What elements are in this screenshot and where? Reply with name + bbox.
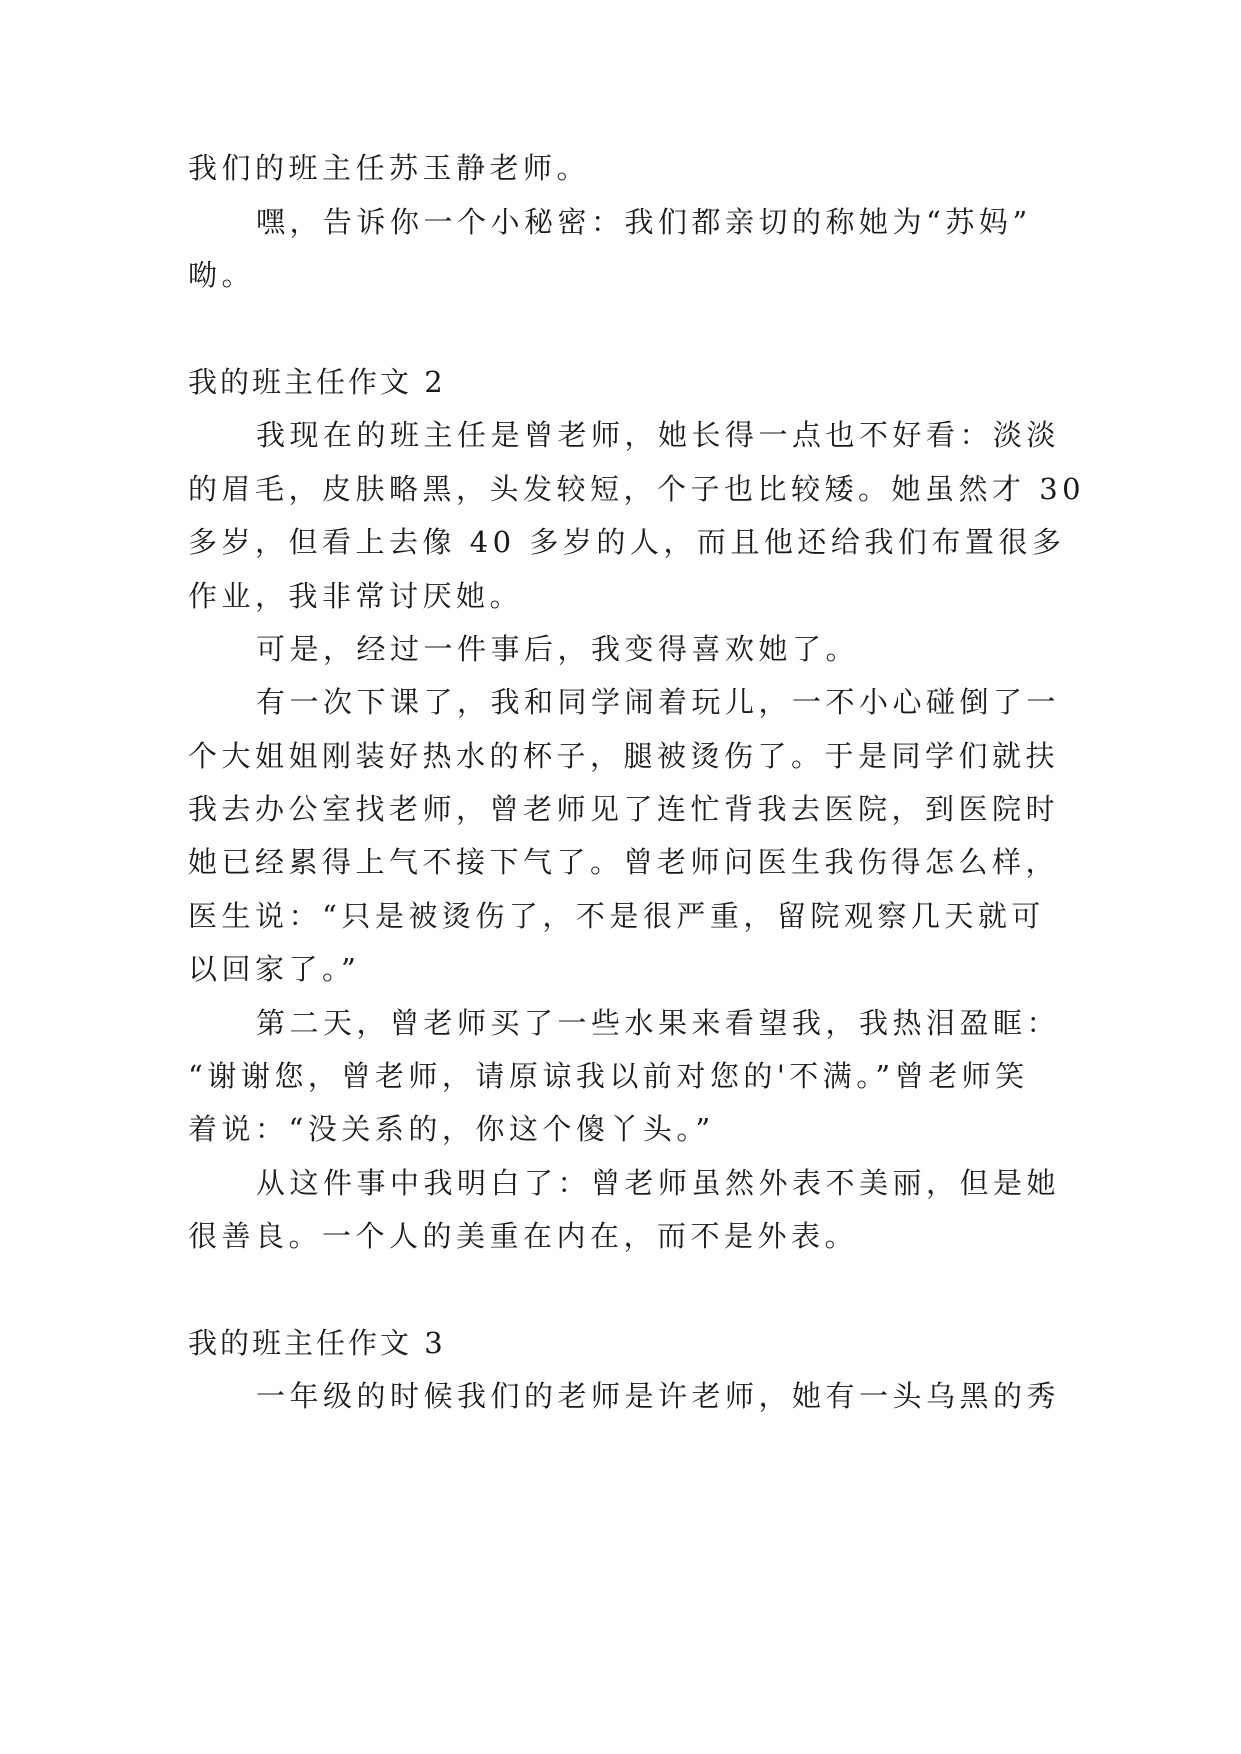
text-line: 嘿，告诉你一个小秘密：我们都亲切的称她为“苏妈” (256, 205, 1032, 239)
text-line: 着说：“没关系的，你这个傻丫头。” (188, 1112, 715, 1146)
text-line: 很善良。一个人的美重在内在，而不是外表。 (188, 1219, 859, 1253)
text-line: 呦。 (188, 258, 256, 292)
text-line: 我现在的班主任是曾老师，她长得一点也不好看：淡淡 (256, 418, 1061, 452)
text-line: 有一次下课了，我和同学闹着玩儿，一不小心碰倒了一 (256, 685, 1061, 719)
text-line: 从这件事中我明白了：曾老师虽然外表不美丽，但是她 (256, 1166, 1061, 1200)
section-heading: 我的班主任作文 3 (188, 1326, 446, 1360)
text-line: 以回家了。” (188, 952, 361, 986)
text-line: 可是，经过一件事后，我变得喜欢她了。 (256, 632, 860, 666)
text-line: 第二天，曾老师买了一些水果来看望我，我热泪盈眶： (256, 1006, 1061, 1040)
section-heading: 我的班主任作文 2 (188, 365, 446, 399)
text-line: “谢谢您，曾老师，请原谅我以前对您的'不满。”曾老师笑 (188, 1059, 1029, 1093)
text-line: 我们的班主任苏玉静老师。 (188, 151, 591, 185)
text-line: 作业，我非常讨厌她。 (188, 579, 524, 613)
text-line: 个大姐姐刚装好热水的杯子，腿被烫伤了。于是同学们就扶 (188, 739, 1060, 773)
text-line: 多岁，但看上去像 40 多岁的人，而且他还给我们布置很多 (188, 525, 1066, 559)
text-line: 的眉毛，皮肤略黑，头发较短，个子也比较矮。她虽然才 30 (188, 472, 1086, 506)
text-line: 一年级的时候我们的老师是许老师，她有一头乌黑的秀 (256, 1379, 1061, 1413)
text-line: 我去办公室找老师，曾老师见了连忙背我去医院，到医院时 (188, 792, 1060, 826)
text-line: 医生说：“只是被烫伤了，不是很严重，留院观察几天就可 (188, 899, 1045, 933)
text-line: 她已经累得上气不接下气了。曾老师问医生我伤得怎么样， (188, 845, 1060, 879)
